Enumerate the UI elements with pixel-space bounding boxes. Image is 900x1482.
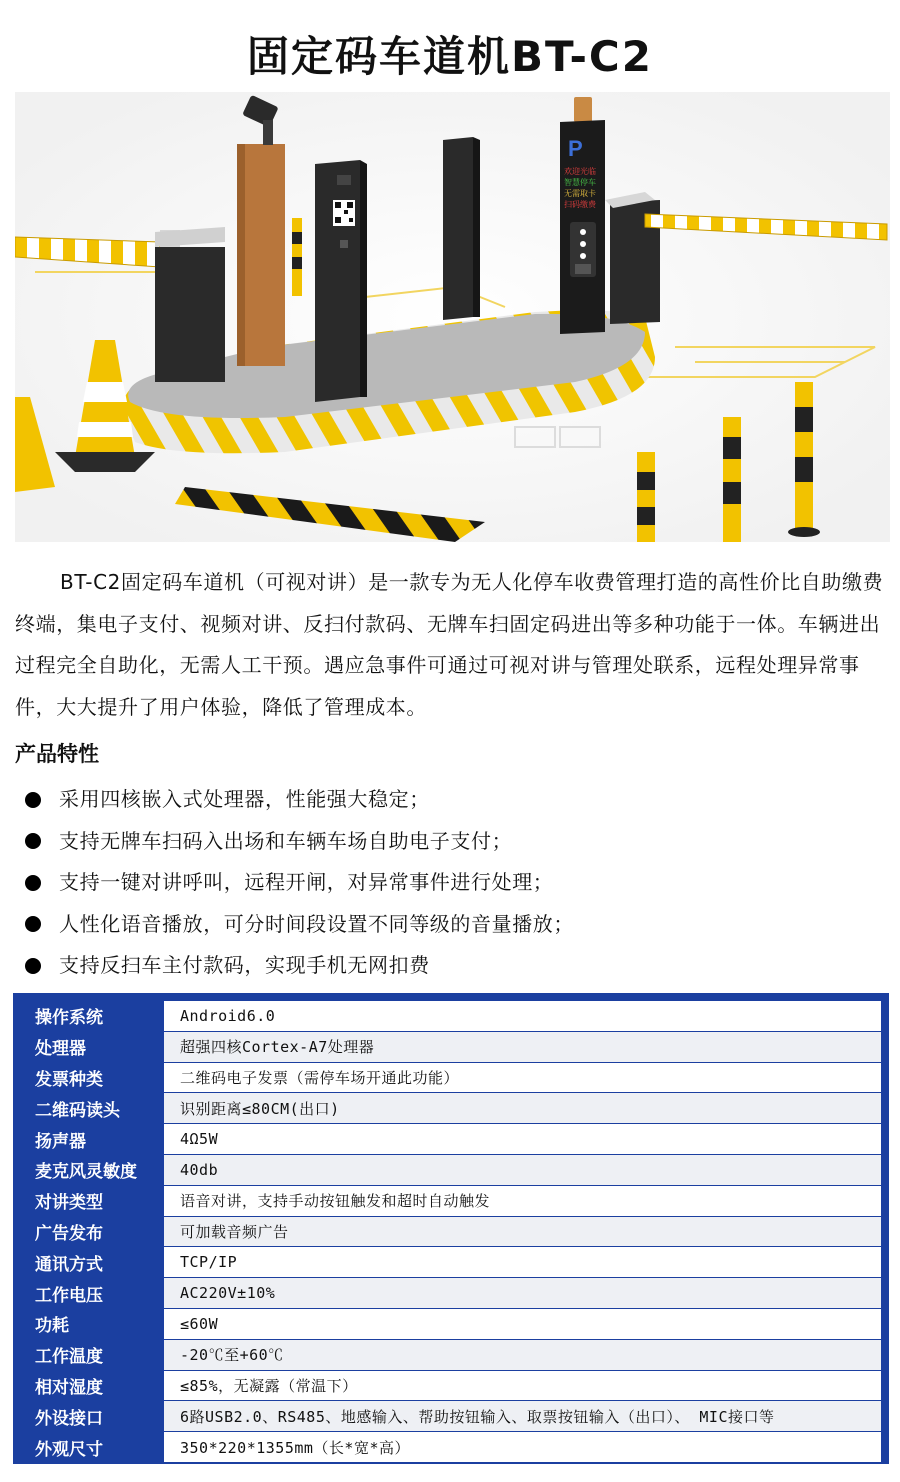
table-row <box>21 1401 881 1431</box>
page-title: 固定码车道机BT-C2 <box>247 32 653 81</box>
qr-code-kiosk <box>315 160 367 402</box>
spec-key: 广告发布 <box>21 1217 164 1247</box>
led-line-2: 智慧停车 <box>564 178 596 187</box>
spec-value: 350*220*1355mm（长*宽*高） <box>164 1432 881 1462</box>
list-item: 人性化语音播放，可分时间段设置不同等级的音量播放； <box>25 904 574 946</box>
table-row <box>21 1432 881 1462</box>
spec-value: 6路USB2.0、RS485、地感输入、帮助按钮输入、取票按钮输入（出口）、 MIC接口等 <box>164 1401 881 1431</box>
table-row <box>21 1155 881 1185</box>
list-item: 采用四核嵌入式处理器，性能强大稳定； <box>25 779 574 821</box>
bullet-icon <box>25 958 41 974</box>
spec-value: 可加载音频广告 <box>164 1217 881 1247</box>
table-row <box>21 1186 881 1216</box>
table-row <box>21 1340 881 1370</box>
table-row <box>21 1124 881 1154</box>
table-row <box>21 1278 881 1308</box>
table-row <box>21 1309 881 1339</box>
spec-key: 相对湿度 <box>21 1371 164 1401</box>
bullet-icon <box>25 916 41 932</box>
table-row <box>21 1217 881 1247</box>
small-bollard <box>292 218 302 296</box>
table-row <box>21 1247 881 1277</box>
spec-key: 发票种类 <box>21 1063 164 1093</box>
spec-key: 通讯方式 <box>21 1247 164 1277</box>
spec-value: 40db <box>164 1155 881 1185</box>
spec-key: 处理器 <box>21 1032 164 1062</box>
spec-value: ≤60W <box>164 1309 881 1339</box>
spec-key: 扬声器 <box>21 1124 164 1154</box>
spec-value: 识别距离≤80CM(出口) <box>164 1093 881 1123</box>
bullet-icon <box>25 875 41 891</box>
spec-value: -20℃至+60℃ <box>164 1340 881 1370</box>
spec-value: Android6.0 <box>164 1001 881 1031</box>
list-item: 支持反扫车主付款码，实现手机无网扣费 <box>25 945 574 987</box>
center-post <box>443 137 480 320</box>
spec-key: 对讲类型 <box>21 1186 164 1216</box>
spec-key: 工作电压 <box>21 1278 164 1308</box>
spec-key: 外观尺寸 <box>21 1432 164 1462</box>
spec-key: 麦克风灵敏度 <box>21 1155 164 1185</box>
features-heading: 产品特性 <box>15 742 99 766</box>
spec-value: TCP/IP <box>164 1247 881 1277</box>
spec-value: 语音对讲，支持手动按钮触发和超时自动触发 <box>164 1186 881 1216</box>
table-row <box>21 1063 881 1093</box>
led-display-column <box>560 97 605 334</box>
spec-value: 二维码电子发票（需停车场开通此功能） <box>164 1063 881 1093</box>
spec-value: AC220V±10% <box>164 1278 881 1308</box>
spec-key: 工作温度 <box>21 1340 164 1370</box>
led-line-3: 无需取卡 <box>564 189 596 198</box>
spec-key: 二维码读头 <box>21 1093 164 1123</box>
intro-paragraph: BT-C2固定码车道机（可视对讲）是一款专为无人化停车收费管理打造的高性价比自助缴费终端，集电子支付、视频对讲、反扫付款码、无牌车扫固定码进出等多种功能于一体。车辆进出过程完全自助化，无需人工干预。遇应急事件可通过可视对讲与管理处联系，远程处理异常事件，大大提升了用户体验，降低了管理成本。 <box>15 570 884 719</box>
table-row <box>21 1001 881 1031</box>
spec-key: 操作系统 <box>21 1001 164 1031</box>
table-row <box>21 1032 881 1062</box>
led-line-1: 欢迎光临 <box>564 167 596 176</box>
table-row <box>21 1093 881 1123</box>
parking-p-sign: P <box>568 136 583 161</box>
spec-key: 功耗 <box>21 1309 164 1339</box>
spec-table <box>13 993 889 1464</box>
list-item: 支持无牌车扫码入出场和车辆车场自助电子支付； <box>25 821 574 863</box>
spec-value: 超强四核Cortex-A7处理器 <box>164 1032 881 1062</box>
list-item: 支持一键对讲呼叫，远程开闸，对异常事件进行处理； <box>25 862 574 904</box>
bullet-icon <box>25 833 41 849</box>
bullet-icon <box>25 792 41 808</box>
spec-value: 4Ω5W <box>164 1124 881 1154</box>
spec-key: 外设接口 <box>21 1401 164 1431</box>
table-row <box>21 1371 881 1401</box>
led-line-4: 扫码缴费 <box>564 200 596 209</box>
product-illustration <box>15 92 890 542</box>
spec-value: ≤85%，无凝露（常温下） <box>164 1371 881 1401</box>
features-list <box>25 779 574 987</box>
